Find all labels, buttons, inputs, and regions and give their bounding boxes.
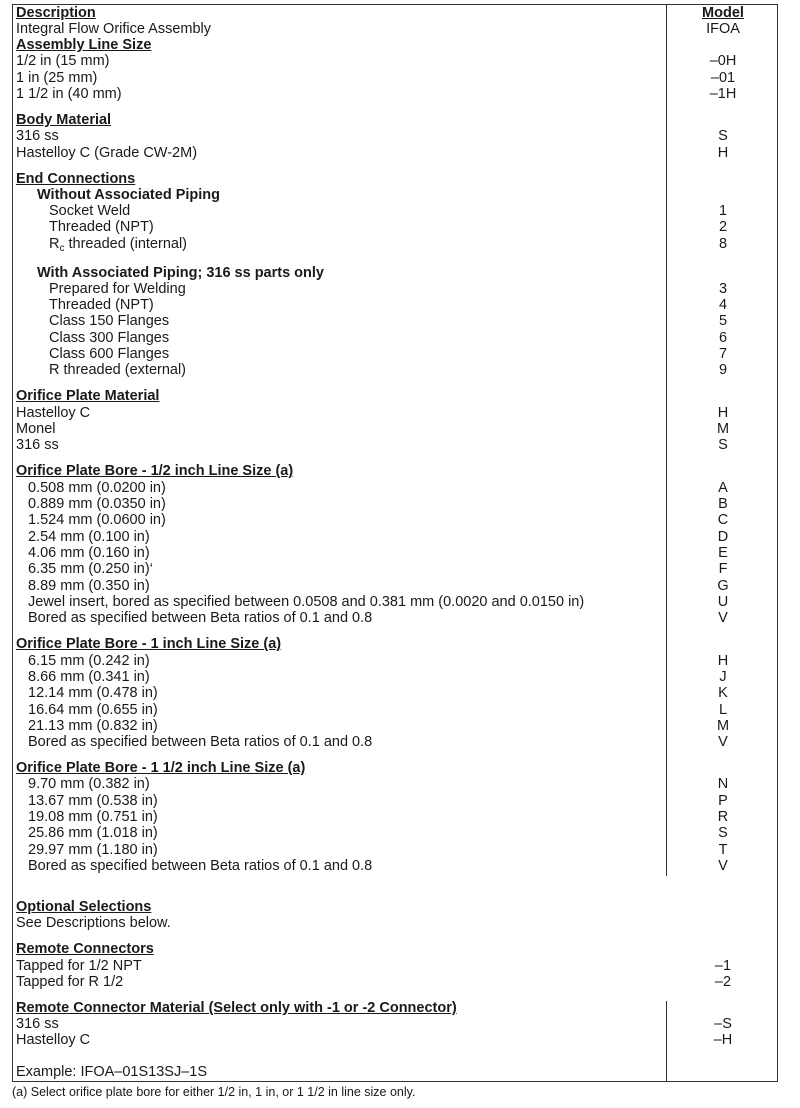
model-code: V xyxy=(718,734,728,750)
model-code: 5 xyxy=(718,313,728,329)
option-description: 12.14 mm (0.478 in) xyxy=(28,685,158,701)
option-description: 13.67 mm (0.538 in) xyxy=(28,793,158,809)
option-description: 1.524 mm (0.0600 in) xyxy=(28,512,166,528)
model-header: Model xyxy=(702,5,744,21)
model-code: M xyxy=(716,421,730,437)
option-description: See Descriptions below. xyxy=(16,915,171,931)
option-description: Hastelloy C (Grade CW-2M) xyxy=(16,145,198,161)
model-code: 1 xyxy=(718,203,728,219)
option-description: 29.97 mm (1.180 in) xyxy=(28,842,158,858)
option-description: 4.06 mm (0.160 in) xyxy=(28,545,150,561)
model-code: –H xyxy=(713,1032,733,1048)
model-code: R xyxy=(717,809,729,825)
description-header: Description xyxy=(16,5,96,21)
section-heading: Remote Connector Material (Select only with -1 or -2 Connector) xyxy=(16,1000,457,1016)
model-code: –01 xyxy=(710,70,736,86)
model-code: 2 xyxy=(718,219,728,235)
option-description: 1 in (25 mm) xyxy=(16,70,98,86)
section-heading: Orifice Plate Bore - 1/2 inch Line Size (a) xyxy=(16,463,294,479)
option-description: 316 ss xyxy=(16,437,59,453)
section-heading: Orifice Plate Bore - 1 inch Line Size (a) xyxy=(16,636,282,652)
model-code: M xyxy=(716,718,730,734)
model-code: V xyxy=(718,610,728,626)
option-description: Bored as specified between Beta ratios of 0.1 and 0.8 xyxy=(28,610,373,626)
option-description: Socket Weld xyxy=(49,203,131,219)
section-heading: Optional Selections xyxy=(16,899,152,915)
model-code: B xyxy=(718,496,728,512)
option-description: 1/2 in (15 mm) xyxy=(16,53,110,69)
model-code: 7 xyxy=(718,346,728,362)
option-description: $R_c$ threaded (internal) xyxy=(49,236,187,254)
option-description: Hastelloy C xyxy=(16,1032,91,1048)
option-description: Integral Flow Orifice Assembly xyxy=(16,21,212,37)
option-description: Monel xyxy=(16,421,56,437)
model-code: E xyxy=(718,545,728,561)
option-description: Tapped for 1/2 NPT xyxy=(16,958,142,974)
model-code: –0H xyxy=(709,53,737,69)
option-description: 1 1/2 in (40 mm) xyxy=(16,86,122,102)
model-code: IFOA xyxy=(706,21,740,37)
option-description: Bored as specified between Beta ratios of 0.1 and 0.8 xyxy=(28,734,373,750)
model-code: H xyxy=(717,405,729,421)
option-description: Class 600 Flanges xyxy=(49,346,170,362)
model-code: A xyxy=(718,480,728,496)
section-heading: Assembly Line Size xyxy=(16,37,152,53)
option-description: Bored as specified between Beta ratios of 0.1 and 0.8 xyxy=(28,858,373,874)
option-description: 19.08 mm (0.751 in) xyxy=(28,809,158,825)
option-description: 9.70 mm (0.382 in) xyxy=(28,776,150,792)
model-code: 3 xyxy=(718,281,728,297)
model-code: –1 xyxy=(714,958,732,974)
option-description: R threaded (external) xyxy=(49,362,187,378)
model-code: S xyxy=(718,825,728,841)
model-code: 6 xyxy=(718,330,728,346)
option-description: 8.89 mm (0.350 in) xyxy=(28,578,150,594)
model-code: S xyxy=(718,128,728,144)
model-code: 8 xyxy=(718,236,728,252)
option-description: 316 ss xyxy=(16,128,59,144)
option-description: 2.54 mm (0.100 in) xyxy=(28,529,150,545)
model-code: N xyxy=(717,776,729,792)
option-description: 25.86 mm (1.018 in) xyxy=(28,825,158,841)
section-heading: End Connections xyxy=(16,171,136,187)
model-code: T xyxy=(718,842,728,858)
section-heading: Body Material xyxy=(16,112,112,128)
model-code: J xyxy=(719,669,727,685)
model-code: –S xyxy=(714,1016,732,1032)
option-description: 0.889 mm (0.0350 in) xyxy=(28,496,166,512)
option-description: Class 300 Flanges xyxy=(49,330,170,346)
model-code: 4 xyxy=(718,297,728,313)
footnote: (a) Select orifice plate bore for either 1/2 in, 1 in, or 1 1/2 in line size only. xyxy=(12,1085,416,1099)
model-code: F xyxy=(718,561,728,577)
subsection-heading: With Associated Piping; 316 ss parts only xyxy=(37,265,324,281)
model-code: G xyxy=(717,578,729,594)
option-description: 6.15 mm (0.242 in) xyxy=(28,653,150,669)
model-code: P xyxy=(718,793,728,809)
option-description: Tapped for R 1/2 xyxy=(16,974,124,990)
option-description: 0.508 mm (0.0200 in) xyxy=(28,480,166,496)
option-description: 8.66 mm (0.341 in) xyxy=(28,669,150,685)
model-code: –2 xyxy=(714,974,732,990)
option-description: Threaded (NPT) xyxy=(49,219,154,235)
model-code: H xyxy=(717,145,729,161)
option-description: Hastelloy C xyxy=(16,405,91,421)
model-code: V xyxy=(718,858,728,874)
option-description: Class 150 Flanges xyxy=(49,313,170,329)
model-code: U xyxy=(717,594,729,610)
section-heading: Orifice Plate Material xyxy=(16,388,160,404)
option-description: Jewel insert, bored as specified between 0.0508 and 0.381 mm (0.0020 and 0.0150 in) xyxy=(28,594,585,610)
model-code: D xyxy=(717,529,729,545)
model-code: K xyxy=(718,685,728,701)
option-description: 21.13 mm (0.832 in) xyxy=(28,718,158,734)
option-description: 316 ss xyxy=(16,1016,59,1032)
model-code: H xyxy=(717,653,729,669)
model-code: –1H xyxy=(709,86,737,102)
model-code: C xyxy=(717,512,729,528)
option-description: 6.35 mm (0.250 in)‘ xyxy=(28,561,153,577)
section-heading: Remote Connectors xyxy=(16,941,154,957)
option-description: Threaded (NPT) xyxy=(49,297,154,313)
section-heading: Orifice Plate Bore - 1 1/2 inch Line Size (a) xyxy=(16,760,306,776)
option-description: 16.64 mm (0.655 in) xyxy=(28,702,158,718)
column-divider xyxy=(666,1001,667,1082)
subsection-heading: Without Associated Piping xyxy=(37,187,220,203)
model-code: 9 xyxy=(718,362,728,378)
option-description: Prepared for Welding xyxy=(49,281,186,297)
model-code: S xyxy=(718,437,728,453)
model-code: L xyxy=(718,702,728,718)
option-description: Example: IFOA–01S13SJ–1S xyxy=(16,1064,208,1080)
